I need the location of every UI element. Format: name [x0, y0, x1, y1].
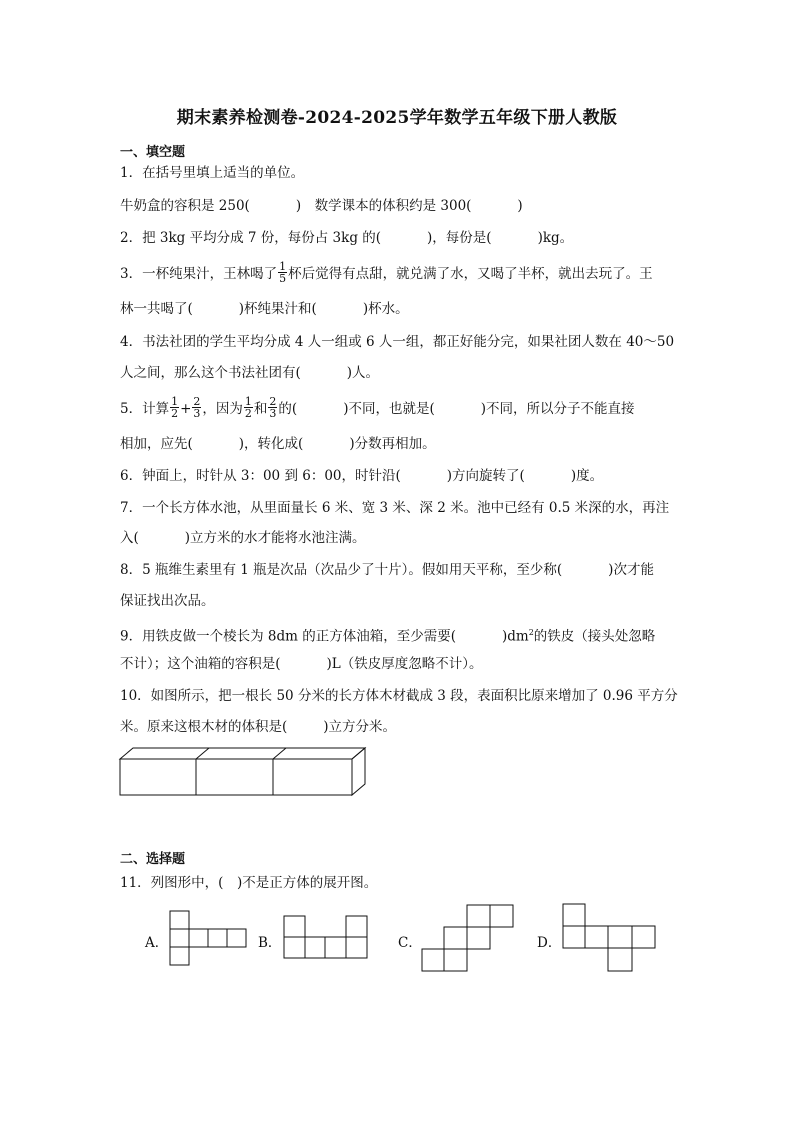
- q5-part-2: ，因为: [202, 401, 243, 417]
- question-3-cont: [120, 299, 680, 319]
- q1-part-2: ) 数学课本的体积约是 300(: [295, 198, 472, 214]
- q9-part-4: 不计）；这个油箱的容积是(: [120, 656, 281, 672]
- option-d-net: [562, 903, 657, 973]
- question-1-items: [120, 196, 680, 216]
- option-a-net: [169, 910, 247, 967]
- q5-part-3: 的(: [278, 401, 298, 417]
- q4-part-3: )人。: [346, 365, 380, 381]
- q3-part-1: 3．一杯纯果汁，王林喝了: [120, 266, 278, 282]
- option-c-label[interactable]: C．: [398, 935, 422, 951]
- q5-part-7: )，转化成(: [238, 436, 304, 452]
- numerator: 2: [269, 395, 277, 408]
- q6-part-3: )度。: [570, 468, 604, 484]
- q5-part-5: )不同，所以分子不能直接: [480, 401, 635, 417]
- denominator: 3: [193, 407, 201, 420]
- q6-part-2: )方向旋转了(: [446, 468, 525, 484]
- question-5: [120, 395, 680, 420]
- denominator: 2: [171, 407, 179, 420]
- q1-part-1: 牛奶盒的容积是 250(: [120, 198, 250, 214]
- denominator: 5: [279, 272, 287, 285]
- numerator: 1: [171, 395, 179, 408]
- question-1: 1．在括号里填上适当的单位。: [120, 165, 305, 181]
- q10-part-3: )立方分米。: [323, 719, 397, 735]
- q9-part-5: )L（铁皮厚度忽略不计）。: [326, 656, 483, 672]
- conjunction-and: 和: [253, 401, 268, 417]
- option-d-label[interactable]: D．: [537, 935, 562, 951]
- q5-part-8: )分数再相加。: [349, 436, 436, 452]
- q3-part-2: 杯后觉得有点甜，就兑满了水，又喝了半杯，就出去玩了。王: [288, 266, 653, 282]
- q3-part-4: )杯纯果汁和(: [238, 301, 317, 317]
- q10-part-2: 米。原来这根木材的体积是(: [120, 719, 288, 735]
- option-a-label[interactable]: A．: [145, 935, 169, 951]
- section-fill-in: 一、填空题: [120, 145, 186, 160]
- option-b-net: [283, 915, 369, 960]
- question-10: 10．如图所示，把一根长 50 分米的长方体木材截成 3 段，表面积比原来增加了 0.96 平方分: [120, 688, 678, 704]
- question-5-cont: [120, 434, 680, 454]
- question-9: [120, 623, 680, 647]
- q4-part-2: 人之间，那么这个书法社团有(: [120, 365, 301, 381]
- q5-part-4: )不同，也就是(: [343, 401, 435, 417]
- question-4-cont: [120, 363, 680, 383]
- q7-part-3: )立方米的水才能将水池注满。: [184, 530, 366, 546]
- question-3: [120, 260, 680, 285]
- denominator: 3: [269, 407, 277, 420]
- question-10-cont: [120, 717, 680, 737]
- q1-part-3: ): [517, 198, 523, 214]
- q8-part-2: )次才能: [608, 562, 654, 578]
- fraction-one-half: [170, 396, 179, 419]
- question-2: [120, 228, 680, 248]
- q2-part-3: )kg。: [537, 230, 574, 246]
- question-7-cont: [120, 528, 680, 548]
- option-c-net: [421, 904, 514, 972]
- cuboid-figure: [118, 745, 370, 797]
- question-8: [120, 560, 680, 580]
- q9-part-3: 的铁皮（接头处忽略: [533, 628, 656, 645]
- page-title: 期末素养检测卷-2024-2025学年数学五年级下册人教版: [176, 108, 618, 128]
- question-11: 11．列图形中，( )不是正方体的展开图。: [120, 875, 378, 891]
- numerator: 1: [279, 260, 287, 273]
- q7-part-2: 入(: [120, 530, 139, 546]
- fraction-two-thirds: [192, 396, 201, 419]
- denominator: 2: [244, 407, 252, 420]
- q2-part-2: )，每份是(: [427, 230, 492, 246]
- q5-part-1: 5．计算: [120, 401, 170, 417]
- q8-part-1: 8．5 瓶维生素里有 1 瓶是次品（次品少了十片）。假如用天平称，至少称(: [120, 562, 563, 578]
- option-b-label[interactable]: B．: [258, 935, 282, 951]
- q3-part-3: 林一共喝了(: [120, 301, 193, 317]
- question-9-cont: [120, 654, 680, 674]
- fraction-one-half: [244, 396, 253, 419]
- question-4: 4．书法社团的学生平均分成 4 人一组或 6 人一组，都正好能分完，如果社团人数在 40～50: [120, 334, 675, 350]
- numerator: 2: [193, 395, 201, 408]
- plus-sign: +: [180, 401, 192, 417]
- q6-part-1: 6．钟面上，时针从 3：00 到 6：00，时针沿(: [120, 468, 401, 484]
- q5-part-6: 相加，应先(: [120, 436, 193, 452]
- q3-part-5: )杯水。: [362, 301, 409, 317]
- section-multiple-choice: 二、选择题: [120, 852, 186, 867]
- question-7: 7．一个长方体水池，从里面量长 6 米、宽 3 米、深 2 米。池中已经有 0.5 米深的水，再注: [120, 500, 670, 516]
- q2-part-1: 2．把 3kg 平均分成 7 份，每份占 3kg 的(: [120, 230, 382, 246]
- question-8-cont: 保证找出次品。: [120, 593, 215, 609]
- superscript-2: 2: [528, 628, 534, 637]
- question-6: [120, 466, 680, 486]
- q9-part-1: 9．用铁皮做一个棱长为 8dm 的正方体油箱，至少需要(: [120, 628, 456, 645]
- fraction-two-thirds: [268, 396, 277, 419]
- fraction-one-fifth: [278, 261, 287, 284]
- q9-part-2: )dm: [501, 628, 529, 645]
- numerator: 1: [244, 395, 252, 408]
